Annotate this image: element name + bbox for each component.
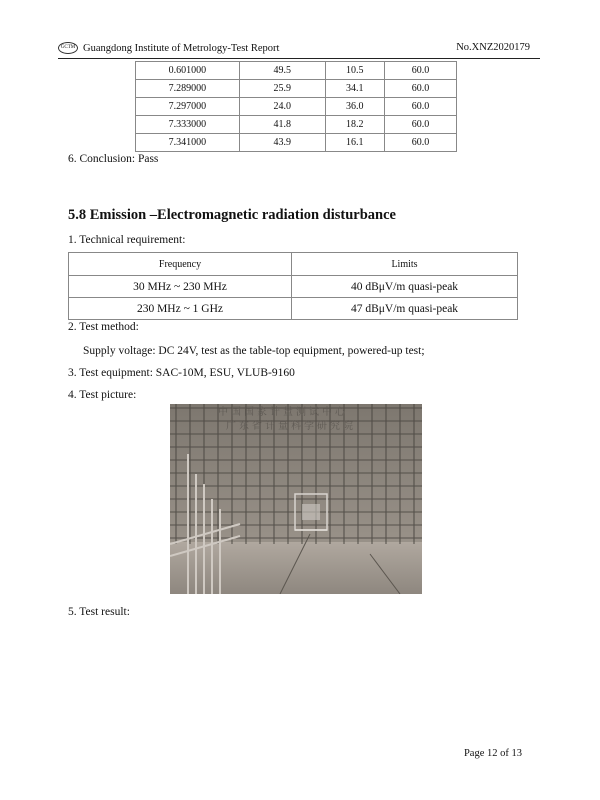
- table-cell: 49.5: [239, 62, 325, 80]
- test-method-text: Supply voltage: DC 24V, test as the table-top equipment, powered-up test;: [83, 345, 425, 357]
- table-row: [136, 134, 457, 152]
- section-title: 5.8 Emission –Electromagnetic radiation disturbance: [68, 207, 396, 223]
- conclusion-text: 6. Conclusion: Pass: [68, 153, 159, 165]
- table-cell: 7.297000: [136, 98, 240, 116]
- institute-name: Guangdong Institute of Metrology-Test Report: [83, 42, 280, 54]
- tech-requirement-label: 1. Technical requirement:: [68, 234, 186, 246]
- table-row: [69, 276, 518, 298]
- table-cell: 60.0: [384, 116, 456, 134]
- page-header: [58, 40, 540, 56]
- test-picture-label: 4. Test picture:: [68, 389, 137, 401]
- table-cell: 230 MHz ~ 1 GHz: [69, 298, 292, 320]
- table-cell: 36.0: [325, 98, 384, 116]
- table-cell: 43.9: [239, 134, 325, 152]
- table-row: [69, 298, 518, 320]
- column-header-frequency: Frequency: [69, 253, 292, 276]
- table-cell: 60.0: [384, 80, 456, 98]
- table-cell: 30 MHz ~ 230 MHz: [69, 276, 292, 298]
- table-cell: 7.341000: [136, 134, 240, 152]
- table-cell: 0.601000: [136, 62, 240, 80]
- institute-logo: GCTM: [58, 42, 78, 54]
- table-cell: 7.333000: [136, 116, 240, 134]
- chamber-photo-image: [170, 404, 422, 594]
- table-cell: 47 dBμV/m quasi-peak: [292, 298, 518, 320]
- table-row: [136, 98, 457, 116]
- report-number: No.XNZ2020179: [456, 42, 530, 53]
- table-cell: 7.289000: [136, 80, 240, 98]
- test-method-label: 2. Test method:: [68, 321, 139, 333]
- table-row: [136, 80, 457, 98]
- page-number: Page 12 of 13: [463, 748, 522, 759]
- table-cell: 60.0: [384, 134, 456, 152]
- table-cell: 60.0: [384, 62, 456, 80]
- table-cell: 40 dBμV/m quasi-peak: [292, 276, 518, 298]
- table-cell: 18.2: [325, 116, 384, 134]
- previous-results-table: [135, 61, 457, 152]
- test-result-label: 5. Test result:: [68, 606, 130, 618]
- table-row: [136, 116, 457, 134]
- wall-text-line-2: 广东省计量科学研究院: [226, 421, 356, 432]
- table-cell: 10.5: [325, 62, 384, 80]
- table-cell: 16.1: [325, 134, 384, 152]
- header-rule: [58, 58, 540, 59]
- table-cell: 25.9: [239, 80, 325, 98]
- test-equipment-text: 3. Test equipment: SAC-10M, ESU, VLUB-9160: [68, 367, 295, 379]
- table-cell: 41.8: [239, 116, 325, 134]
- test-photo: [170, 404, 422, 594]
- table-cell: 24.0: [239, 98, 325, 116]
- column-header-limits: Limits: [292, 253, 518, 276]
- table-row: [136, 62, 457, 80]
- wall-text-line-1: 中国国家计量测试中心: [218, 407, 348, 418]
- table-cell: 34.1: [325, 80, 384, 98]
- table-cell: 60.0: [384, 98, 456, 116]
- requirement-table: [68, 252, 518, 320]
- table-header-row: [69, 253, 518, 276]
